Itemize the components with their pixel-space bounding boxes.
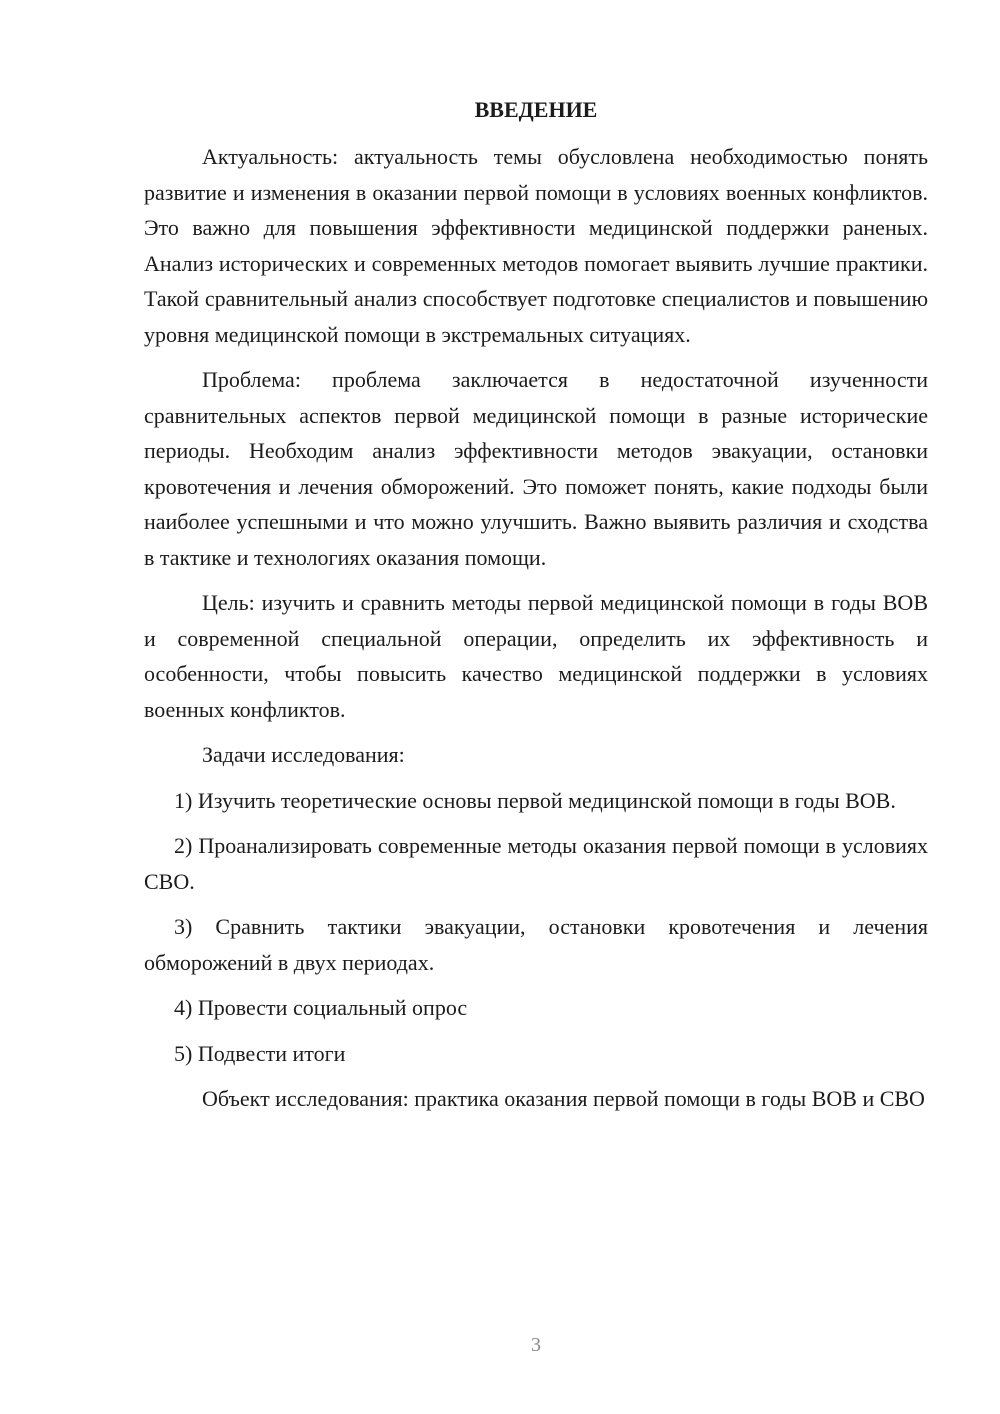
task-item: 4) Провести социальный опрос [174, 995, 468, 1020]
page-number: 3 [531, 1334, 541, 1356]
task-item: 5) Подвести итоги [174, 1040, 346, 1066]
paragraph-problem: Проблема: проблема заключается в недостаточной изученности сравнительных аспектов первой медицинской помощи в разные исторические периоды. Необходим анализ эффективности методов эвакуации, остановки кровотечения и лечения обморожений. Это поможет понять, какие подходы были наиболее успешными и что можно улучшить. Важно выявить различия и сходства в тактике и технологиях оказания помощи. [144, 367, 928, 570]
section-title: ВВЕДЕНИЕ [474, 97, 598, 122]
paragraph-object: Объект исследования: практика оказания первой помощи в годы ВОВ и СВО [202, 1086, 925, 1111]
page-content [144, 92, 928, 1127]
paragraph-relevance: Актуальность: актуальность темы обусловлена необходимостью понять развитие и изменения в оказании первой помощи в условиях военных конфликтов. Это важно для повышения эффективности медицинской поддержки раненых. Анализ исторических и современных методов помогает выявить лучшие практики. Такой сравнительный анализ способствует подготовке специалистов и повышению уровня медицинской помощи в экстремальных ситуациях. [144, 144, 928, 347]
task-item: 2) Проанализировать современные методы оказания первой помощи в условиях СВО. [144, 833, 928, 894]
paragraph-goal: Цель: изучить и сравнить методы первой медицинской помощи в годы ВОВ и современной специальной операции, определить их эффективность и особенности, чтобы повысить качество медицинской поддержки в условиях военных конфликтов. [144, 590, 928, 722]
tasks-heading: Задачи исследования: [202, 742, 405, 767]
task-item: 1) Изучить теоретические основы первой медицинской помощи в годы ВОВ. [174, 787, 896, 813]
task-item: 3) Сравнить тактики эвакуации, остановки кровотечения и лечения обморожений в двух периодах. [144, 914, 928, 975]
